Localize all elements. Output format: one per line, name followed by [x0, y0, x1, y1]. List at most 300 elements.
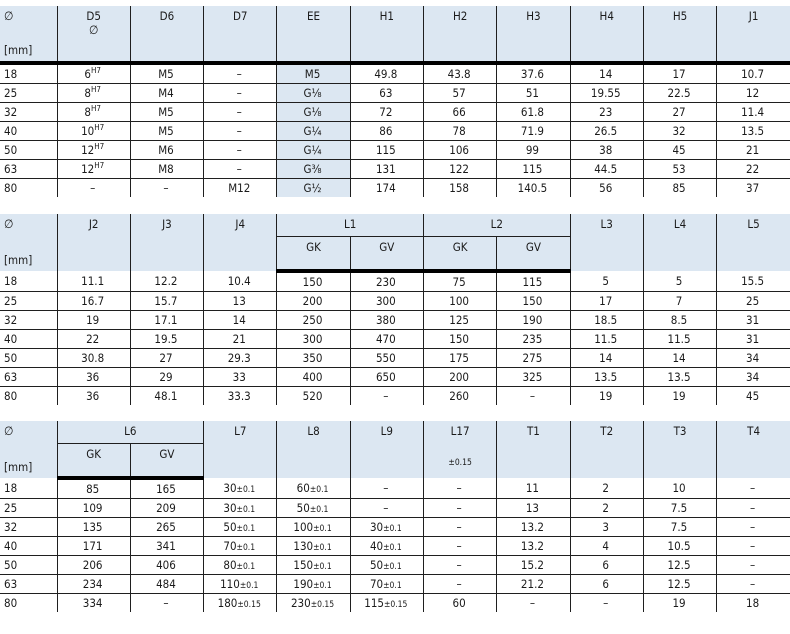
cell-value: 50	[4, 351, 18, 365]
header-l3	[570, 214, 643, 271]
cell-value: 50	[4, 558, 18, 572]
cell-value: 125	[449, 313, 469, 327]
table-cell	[717, 311, 790, 330]
table-cell	[204, 575, 277, 594]
cell-value: –	[383, 481, 389, 495]
table-cell	[717, 103, 790, 122]
table-cell	[570, 575, 643, 594]
cell-value: 11.1	[81, 274, 105, 288]
cell-value: 174	[375, 181, 396, 195]
cell-value: 48.1	[154, 389, 178, 403]
cell-value: 334	[82, 596, 103, 610]
table-cell	[717, 499, 790, 518]
table-cell	[717, 63, 790, 84]
table-cell	[277, 179, 350, 198]
cell-value: 37	[746, 181, 760, 195]
tolerance-class: H7	[94, 161, 105, 171]
cell-value: 15.2	[520, 558, 544, 572]
table-cell	[350, 330, 423, 349]
cell-value: 106	[449, 143, 469, 157]
header-l7-label: L7	[234, 424, 247, 438]
table-cell	[130, 179, 203, 198]
header-l2-gk	[423, 236, 496, 271]
table-cell	[570, 537, 643, 556]
table-cell	[130, 387, 203, 406]
cell-value: 17	[672, 67, 686, 81]
tolerance-class: H7	[94, 142, 105, 152]
table-cell	[570, 556, 643, 575]
cell-value: 175	[449, 351, 469, 365]
cell-value: 32	[4, 313, 18, 327]
header-l17-label: L17	[450, 424, 470, 438]
table-cell	[350, 368, 423, 387]
cell-value: G⅛	[303, 105, 322, 119]
table-cell	[717, 271, 790, 292]
table-cell	[570, 122, 643, 141]
table-cell	[57, 537, 130, 556]
table-cell	[643, 122, 716, 141]
table-cell	[423, 179, 496, 198]
table-cell	[0, 103, 57, 122]
header-t4	[717, 421, 790, 478]
cell-value: 520	[302, 389, 323, 403]
table-cell	[717, 556, 790, 575]
table-cell	[130, 103, 203, 122]
table-cell	[423, 349, 496, 368]
header-j4	[204, 214, 277, 271]
table-cell	[497, 537, 570, 556]
cell-value: 13.5	[594, 370, 618, 384]
cell-value: –	[750, 481, 756, 495]
table-row	[0, 179, 790, 198]
cell-value: M5	[158, 105, 174, 119]
table-cell	[204, 478, 277, 499]
table-cell	[0, 349, 57, 368]
header-t3-label: T3	[673, 424, 687, 438]
cell-value: 8	[84, 86, 91, 100]
table-cell	[0, 179, 57, 198]
table-cell	[350, 292, 423, 311]
cell-value: 250	[302, 313, 323, 327]
table-cell	[350, 141, 423, 160]
cell-tolerance: ±0.15	[310, 600, 335, 610]
cell-value: 13.2	[520, 539, 544, 553]
cell-value: 31	[746, 332, 760, 346]
table-cell	[277, 292, 350, 311]
table-cell	[277, 330, 350, 349]
cell-value: 51	[525, 86, 540, 100]
table-cell	[204, 103, 277, 122]
cell-value: 22	[86, 332, 100, 346]
cell-tolerance: ±0.1	[236, 543, 256, 553]
table-row	[0, 518, 790, 537]
cell-value: 31	[746, 313, 760, 327]
table-row	[0, 556, 790, 575]
cell-tolerance: ±0.1	[236, 485, 256, 495]
cell-value: 14	[672, 351, 686, 365]
header-l2-label: L2	[490, 217, 503, 231]
table-cell	[643, 292, 716, 311]
header-d6	[130, 6, 203, 63]
cell-value: 40	[4, 539, 18, 553]
table-cell	[350, 499, 423, 518]
cell-value: M8	[158, 162, 174, 176]
table-cell	[570, 271, 643, 292]
header-h1	[350, 6, 423, 63]
header-gk-label: GK	[452, 239, 468, 254]
header-unit-mm: [mm]	[4, 460, 33, 474]
table-cell	[570, 349, 643, 368]
table-cell	[57, 122, 130, 141]
table-cell	[350, 84, 423, 103]
table-cell	[57, 292, 130, 311]
cell-value: 135	[82, 520, 103, 534]
cell-value: 17.1	[154, 313, 178, 327]
header-t2-label: T2	[600, 424, 614, 438]
cell-value: 50	[296, 501, 310, 515]
header-diameter	[0, 421, 57, 478]
table-cell	[423, 556, 496, 575]
cell-value: 34	[746, 351, 760, 365]
cell-value: M4	[158, 86, 174, 100]
cell-value: –	[750, 520, 756, 534]
cell-value: 470	[375, 332, 396, 346]
table-cell	[643, 103, 716, 122]
table-cell	[130, 311, 203, 330]
header-j4-label: J4	[235, 217, 246, 231]
table-cell	[643, 84, 716, 103]
cell-value: –	[603, 596, 609, 610]
table-cell	[350, 311, 423, 330]
header-l8	[277, 421, 350, 478]
cell-value: 18	[4, 481, 18, 495]
table-cell	[423, 271, 496, 292]
table-cell	[204, 499, 277, 518]
cell-tolerance: ±0.1	[236, 562, 256, 572]
cell-value: 11.5	[667, 332, 691, 346]
header-diameter-symbol: ∅	[4, 424, 14, 438]
table-cell	[0, 537, 57, 556]
cell-value: 115	[522, 275, 543, 289]
table-cell	[130, 330, 203, 349]
table-cell	[570, 63, 643, 84]
table-cell	[0, 594, 57, 613]
cell-value: 4	[602, 539, 610, 553]
cell-value: 40	[4, 332, 18, 346]
table-cell	[497, 63, 570, 84]
cell-value: 99	[525, 143, 540, 157]
cell-value: 115	[364, 596, 384, 610]
cell-value: 7	[675, 294, 683, 308]
cell-value: 50	[223, 520, 237, 534]
header-l2	[423, 214, 570, 236]
cell-value: –	[236, 143, 242, 157]
table-cell	[423, 160, 496, 179]
header-ee	[277, 6, 350, 63]
cell-value: 235	[522, 332, 543, 346]
cell-value: –	[750, 501, 756, 515]
table-cell	[423, 330, 496, 349]
table-cell	[570, 330, 643, 349]
table-cell	[643, 556, 716, 575]
cell-value: 61.8	[520, 105, 544, 119]
cell-value: 300	[375, 294, 396, 308]
table-cell	[130, 575, 203, 594]
cell-tolerance: ±0.15	[237, 600, 261, 610]
cell-value: 14	[232, 313, 246, 327]
cell-value: 78	[452, 124, 466, 138]
table-cell	[57, 271, 130, 292]
table-cell	[497, 311, 570, 330]
cell-tolerance: ±0.1	[313, 543, 332, 553]
cell-value: 26.5	[594, 124, 618, 138]
cell-value: 19.5	[154, 332, 178, 346]
table-cell	[643, 63, 716, 84]
cell-value: 43.8	[447, 67, 471, 81]
cell-value: 18	[746, 596, 760, 610]
cell-value: 234	[82, 577, 103, 591]
cell-value: –	[456, 501, 462, 515]
table-cell	[57, 179, 130, 198]
cell-value: G⅛	[303, 86, 322, 100]
table-cell	[717, 292, 790, 311]
table-cell	[497, 179, 570, 198]
table-cell	[277, 387, 350, 406]
cell-value: 22	[746, 162, 760, 176]
cell-value: –	[236, 105, 242, 119]
cell-value: 22.5	[667, 86, 691, 100]
table-cell	[570, 311, 643, 330]
cell-value: 6	[602, 558, 610, 572]
header-l6-gv	[130, 443, 203, 478]
cell-value: 63	[379, 86, 393, 100]
table-cell	[423, 499, 496, 518]
table-cell	[277, 160, 350, 179]
table-cell	[497, 556, 570, 575]
table-row	[0, 349, 790, 368]
cell-value: G¼	[303, 124, 322, 138]
table-cell	[423, 518, 496, 537]
cell-value: 190	[522, 313, 543, 327]
cell-value: 30	[369, 520, 384, 534]
table-cell	[277, 311, 350, 330]
table-cell	[57, 575, 130, 594]
cell-value: 12.2	[154, 274, 178, 288]
cell-value: 341	[156, 539, 176, 553]
table-cell	[0, 518, 57, 537]
cell-tolerance: ±0.1	[313, 581, 332, 591]
cell-value: G¼	[303, 143, 322, 157]
table-cell	[204, 141, 277, 160]
cell-value: 150	[293, 558, 314, 572]
cell-value: 57	[452, 86, 466, 100]
cell-value: 200	[449, 370, 469, 384]
cell-value: 400	[302, 370, 323, 384]
table-cell	[643, 387, 716, 406]
table-cell	[423, 368, 496, 387]
cell-value: 6	[84, 67, 91, 81]
cell-value: 70	[223, 539, 237, 553]
cell-value: 100	[449, 294, 469, 308]
cell-value: –	[529, 389, 536, 403]
table-cell	[497, 330, 570, 349]
cell-value: –	[163, 181, 169, 195]
table-cell	[130, 537, 203, 556]
cell-value: 12.5	[667, 558, 691, 572]
cell-value: 300	[302, 332, 323, 346]
cell-value: 19	[599, 389, 613, 403]
table-cell	[350, 594, 423, 613]
table-cell	[57, 330, 130, 349]
header-l1-label: L1	[344, 217, 357, 231]
cell-value: 209	[156, 501, 176, 515]
header-l7	[204, 421, 277, 478]
table-cell	[0, 499, 57, 518]
table-cell	[57, 387, 130, 406]
header-l9	[350, 421, 423, 478]
table-row	[0, 103, 790, 122]
table-cell	[643, 179, 716, 198]
table-cell	[643, 518, 716, 537]
cell-value: 33	[232, 370, 246, 384]
table-cell	[497, 575, 570, 594]
header-d6-label: D6	[159, 9, 175, 23]
header-l2-gv	[497, 236, 570, 271]
table-cell	[204, 349, 277, 368]
header-j3-label: J3	[162, 217, 172, 231]
table-row	[0, 63, 790, 84]
header-l8-label: L8	[307, 424, 320, 438]
table-cell	[277, 349, 350, 368]
cell-value: 50	[369, 558, 384, 572]
header-diameter-symbol: ∅	[4, 9, 14, 23]
table-cell	[130, 478, 203, 499]
cell-value: –	[456, 520, 462, 534]
header-h4-label: H4	[599, 9, 614, 23]
table-cell	[0, 292, 57, 311]
header-t3	[643, 421, 716, 478]
cell-tolerance: ±0.1	[236, 505, 256, 515]
table-cell	[497, 499, 570, 518]
table-cell	[277, 575, 350, 594]
cell-value: 5	[675, 274, 683, 288]
cell-value: –	[750, 558, 756, 572]
cell-tolerance: ±0.1	[313, 524, 332, 534]
cell-value: 8	[84, 105, 91, 119]
cell-value: 36	[86, 389, 100, 403]
cell-value: 190	[293, 577, 314, 591]
cell-value: 3	[602, 520, 610, 534]
cell-value: 158	[449, 181, 469, 195]
table-cell	[204, 122, 277, 141]
cell-value: 32	[4, 520, 18, 534]
cell-value: 36	[86, 370, 100, 384]
cell-value: 38	[599, 143, 613, 157]
cell-value: 80	[4, 596, 18, 610]
cell-value: 8.5	[670, 313, 688, 327]
cell-value: 110	[220, 577, 240, 591]
cell-value: 27	[159, 351, 173, 365]
tolerance-class: H7	[90, 66, 101, 76]
header-j1-label: J1	[748, 9, 759, 23]
cell-value: 40	[4, 124, 18, 138]
cell-value: 12	[746, 86, 760, 100]
table-row	[0, 84, 790, 103]
cell-value: M5	[158, 124, 174, 138]
header-l4-label: L4	[673, 217, 687, 231]
table-cell	[643, 160, 716, 179]
cell-value: 44.5	[594, 162, 618, 176]
cell-value: –	[456, 558, 462, 572]
table-cell	[277, 63, 350, 84]
header-h4	[570, 6, 643, 63]
cell-value: 130	[293, 539, 314, 553]
cell-value: 2	[602, 501, 610, 515]
table-cell	[0, 575, 57, 594]
table-cell	[350, 160, 423, 179]
header-h5-label: H5	[672, 9, 688, 23]
table-cell	[717, 478, 790, 499]
table-cell	[277, 141, 350, 160]
cell-value: 21	[746, 143, 760, 157]
cell-value: –	[90, 181, 96, 195]
cell-value: 171	[82, 539, 103, 553]
header-h2	[423, 6, 496, 63]
table-cell	[130, 292, 203, 311]
cell-value: 72	[379, 105, 393, 119]
cell-value: 32	[672, 124, 686, 138]
cell-value: 66	[452, 105, 466, 119]
table-cell	[717, 368, 790, 387]
table-cell	[277, 122, 350, 141]
table-cell	[0, 122, 57, 141]
table-cell	[204, 594, 277, 613]
cell-tolerance: ±0.1	[383, 543, 402, 553]
header-unit-mm: [mm]	[4, 253, 33, 267]
cell-value: –	[236, 67, 242, 81]
table-cell	[717, 387, 790, 406]
table-cell	[130, 518, 203, 537]
cell-value: –	[383, 501, 389, 515]
cell-value: 49.8	[374, 67, 398, 81]
table-cell	[204, 537, 277, 556]
header-h2-label: H2	[452, 9, 468, 23]
table-cell	[57, 349, 130, 368]
table-cell	[717, 122, 790, 141]
table-cell	[643, 499, 716, 518]
cell-value: 13	[525, 501, 540, 515]
table-row	[0, 478, 790, 499]
cell-value: 17	[599, 294, 613, 308]
cell-value: 100	[293, 520, 314, 534]
table-row	[0, 292, 790, 311]
table-cell	[497, 292, 570, 311]
header-diameter	[0, 214, 57, 271]
cell-value: –	[750, 539, 756, 553]
cell-value: –	[750, 577, 756, 591]
table-cell	[0, 478, 57, 499]
cell-value: M5	[158, 67, 174, 81]
cell-value: 63	[4, 162, 18, 176]
table-cell	[130, 499, 203, 518]
header-ee-label: EE	[307, 9, 321, 23]
header-l1-gv	[350, 236, 423, 271]
table-cell	[643, 349, 716, 368]
table-cell	[57, 84, 130, 103]
cell-value: –	[456, 539, 462, 553]
cell-value: 25	[4, 86, 18, 100]
cell-value: 5	[602, 274, 610, 288]
